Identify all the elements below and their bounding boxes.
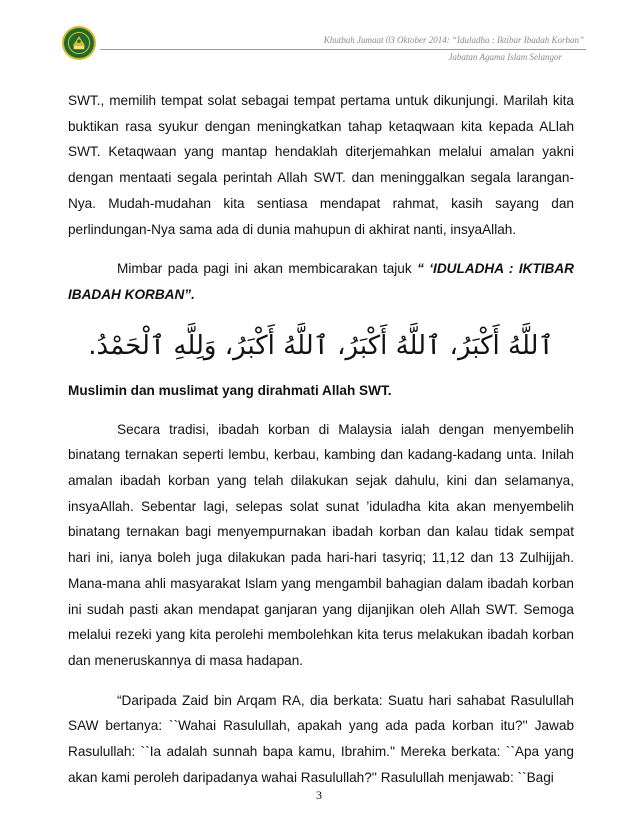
paragraph-1: SWT., memilih tempat solat sebagai tempat pertama untuk dikunjungi. Marilah kita buktikan rasa syukur dengan meningkatkan tahap ketaqwaan kita kepada ALlah SWT. Ketaqwaan yang mantap hendaklah diterjemahkan melalui amalan yakni dengan mentaati segala perintah Allah SWT. dan meninggalkan segala larangan-Nya. Mudah-mudahan kita sentiasa mendapat rahmat, kasih sayang dan perlindungan-Nya sama ada di dunia mahupun di akhirat nanti, insyaAllah. bbox=[68, 93, 574, 237]
document-body bbox=[68, 88, 574, 790]
sermon-title: “ ‘IDULADHA : IKTIBAR IBADAH KORBAN”. bbox=[68, 261, 574, 302]
paragraph-2 bbox=[68, 256, 574, 307]
header-rule bbox=[100, 49, 586, 50]
paragraph-4: “Daripada Zaid bin Arqam RA, dia berkata: Suatu hari sahabat Rasulullah SAW bertanya: ``Wahai Rasulullah, apakah yang ada pada korban itu?'' Jawab Rasulullah: ``Ia adalah sunnah bapa kamu, Ibrahim.'' Mereka berkata: ``Apa yang akan kami peroleh daripadanya wahai Rasulullah?'' Rasulullah menjawab: ``Bagi bbox=[68, 692, 574, 785]
header-department: Jabatan Agama Islam Selangor bbox=[448, 52, 562, 62]
emblem-graphic bbox=[64, 28, 94, 58]
sub-heading: Muslimin dan muslimat yang dirahmati Allah SWT. bbox=[68, 382, 392, 398]
header-title: Khutbah Jumaat 03 Oktober 2014: “Iduladha : Iktibar Ibadah Korban” bbox=[323, 35, 584, 45]
arabic-takbir: ٱللَّهُ أَكْبَرُ، ٱللَّهُ أَكْبَرُ، ٱللَّهُ أَكْبَرُ، وَلِلَّهِ ٱلْحَمْدُ. bbox=[88, 330, 554, 361]
paragraph-3: Secara tradisi, ibadah korban di Malaysia ialah dengan menyembelih binatang ternakan seperti lembu, kerbau, kambing dan kadang-kadang unta. Inilah amalan ibadah korban yang telah dilakukan sejak dahulu, kini dan selamanya, insyaAllah. Sebentar lagi, selepas solat sunat ’iduladha kita akan menyembelih binatang ternakan bagi menyempurnakan ibadah korban dan kalau tidak sempat hari ini, ianya boleh juga dilakukan pada hari-hari tasyriq; 11,12 dan 13 Zulhijjah. Mana-mana ahli masyarakat Islam yang mengambil bahagian dalam ibadah korban ini sudah pasti akan mendapat ganjaran yang dijanjikan oleh Allah SWT. Semoga melalui rezeki yang kita perolehi membolehkan kita terus melakukan ibadah korban dan meneruskannya di masa hadapan. bbox=[68, 421, 574, 668]
page-number: 3 bbox=[316, 788, 322, 802]
page-header bbox=[0, 0, 638, 78]
paragraph-2-text: Mimbar pada pagi ini akan membicarakan tajuk bbox=[117, 261, 418, 277]
jais-emblem-icon bbox=[62, 26, 96, 60]
